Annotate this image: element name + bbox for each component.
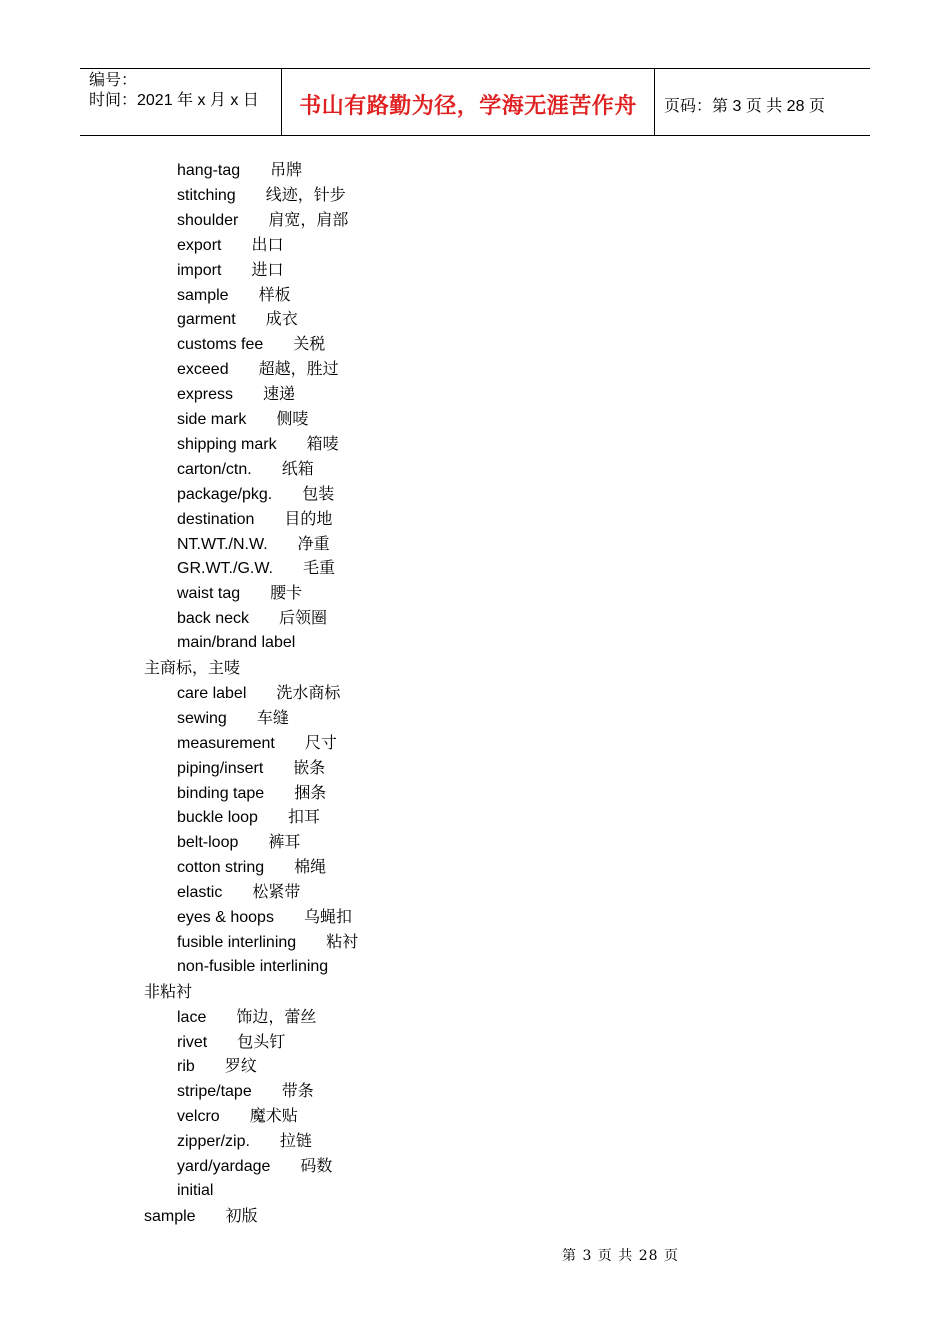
glossary-term-chinese: 罗纹 <box>224 1056 257 1075</box>
glossary-term-chinese: 扣耳 <box>287 807 320 826</box>
glossary-term-english: waist tag <box>177 585 241 602</box>
glossary-term-english: side mark <box>177 411 247 428</box>
glossary-term-chinese: 成衣 <box>265 309 298 328</box>
glossary-term-chinese: 后领圈 <box>279 608 328 627</box>
glossary-term-english: sewing <box>177 710 227 727</box>
header-motto: 书山有路勤为径，学海无涯苦作舟 <box>299 94 637 119</box>
glossary-entry <box>177 1129 312 1154</box>
glossary-term-chinese: 毛重 <box>303 558 336 577</box>
glossary-term-english: binding tape <box>177 785 265 802</box>
glossary-entry <box>177 258 283 283</box>
glossary-entry <box>177 855 326 880</box>
glossary-term-chinese: 净重 <box>297 534 330 553</box>
glossary-term-english: garment <box>177 311 236 328</box>
glossary-entry <box>177 581 302 606</box>
glossary-entry <box>177 1054 257 1079</box>
glossary-entry <box>177 631 295 655</box>
glossary-term-chinese: 魔术贴 <box>249 1106 298 1125</box>
glossary-entry <box>177 183 346 208</box>
glossary-entry <box>177 507 332 532</box>
header-page-number: 页码：第 3 页 共 28 页 <box>664 98 825 115</box>
glossary-term-chinese: 乌蝇扣 <box>303 907 352 926</box>
glossary-term-chinese: 棉绳 <box>294 857 327 876</box>
glossary-entry <box>177 432 339 457</box>
glossary-entry <box>177 208 348 233</box>
glossary-term-english: exceed <box>177 361 229 378</box>
glossary-term-chinese: 腰卡 <box>270 583 303 602</box>
glossary-term-english: GR.WT./G.W. <box>177 560 273 577</box>
glossary-term-chinese: 非粘衬 <box>144 982 193 1001</box>
glossary-term-chinese: 速递 <box>263 384 296 403</box>
glossary-entry <box>177 1179 213 1203</box>
glossary-term-chinese: 带条 <box>281 1081 314 1100</box>
glossary-term-english: import <box>177 262 222 279</box>
glossary-term-chinese: 车缝 <box>256 708 289 727</box>
glossary-term-english: velcro <box>177 1108 220 1125</box>
glossary-entry <box>177 357 339 382</box>
glossary-term-english: package/pkg. <box>177 486 273 503</box>
glossary-term-chinese: 嵌条 <box>293 758 326 777</box>
glossary-term-english: non-fusible interlining <box>177 958 329 975</box>
glossary-term-chinese: 码数 <box>300 1156 333 1175</box>
glossary-term-english: piping/insert <box>177 760 264 777</box>
glossary-entry <box>177 332 325 357</box>
glossary-entry <box>177 1005 316 1030</box>
header-meta <box>89 71 259 111</box>
glossary-entry <box>177 407 308 432</box>
glossary-term-chinese: 关税 <box>293 334 326 353</box>
glossary-entry <box>177 233 283 258</box>
glossary-term-chinese: 粘衬 <box>326 932 359 951</box>
glossary-term-chinese: 包装 <box>302 484 335 503</box>
glossary-term-chinese: 线迹，针步 <box>265 185 346 204</box>
glossary-term-chinese: 侧唛 <box>276 409 309 428</box>
glossary-entry <box>177 781 326 806</box>
glossary-term-english: lace <box>177 1009 207 1026</box>
glossary-term-chinese: 洗水商标 <box>276 683 341 702</box>
glossary-term-english: zipper/zip. <box>177 1133 250 1150</box>
glossary-term-chinese: 纸箱 <box>281 459 314 478</box>
glossary-entry <box>177 955 328 979</box>
glossary-term-chinese: 裤耳 <box>268 832 301 851</box>
glossary-term-english: yard/yardage <box>177 1158 271 1175</box>
glossary-term-english: export <box>177 237 222 254</box>
glossary-term-english: initial <box>177 1182 214 1199</box>
glossary-entry <box>177 1154 332 1179</box>
page-footer: 第 3 页 共 28 页 <box>562 1248 679 1264</box>
glossary-term-chinese: 出口 <box>251 235 284 254</box>
glossary-term-chinese: 饰边，蕾丝 <box>236 1007 317 1026</box>
glossary-term-english: carton/ctn. <box>177 461 252 478</box>
glossary-wrap-line <box>144 980 192 1005</box>
glossary-term-english: cotton string <box>177 859 265 876</box>
glossary-term-chinese: 初版 <box>225 1206 258 1225</box>
glossary-term-chinese: 进口 <box>251 260 284 279</box>
glossary-term-english: back neck <box>177 610 250 627</box>
glossary-term-english: hang-tag <box>177 162 241 179</box>
glossary-term-english: stitching <box>177 187 236 204</box>
glossary-term-chinese: 松紧带 <box>252 882 301 901</box>
glossary-term-english: sample <box>144 1208 196 1225</box>
glossary-term-chinese: 肩宽，肩部 <box>268 210 349 229</box>
glossary-entry <box>177 756 325 781</box>
glossary-term-chinese: 包头钉 <box>237 1032 286 1051</box>
glossary-term-english: rib <box>177 1058 195 1075</box>
glossary-entry <box>177 731 337 756</box>
glossary-term-english: elastic <box>177 884 223 901</box>
glossary-term-chinese: 超越，胜过 <box>258 359 339 378</box>
page-header <box>80 68 870 136</box>
glossary-term-english: shoulder <box>177 212 239 229</box>
glossary-entry <box>177 1030 285 1055</box>
glossary-term-english: care label <box>177 685 247 702</box>
glossary-entry <box>177 805 320 830</box>
glossary-term-english: customs fee <box>177 336 264 353</box>
glossary-entry <box>177 482 334 507</box>
glossary-term-english: shipping mark <box>177 436 277 453</box>
glossary-entry <box>177 930 358 955</box>
glossary-entry <box>177 1104 298 1129</box>
glossary-entry <box>177 606 327 631</box>
glossary-term-english: destination <box>177 511 255 528</box>
glossary-term-english: buckle loop <box>177 809 258 826</box>
glossary-entry <box>177 556 335 581</box>
glossary-entry <box>177 706 289 731</box>
glossary-term-english: belt-loop <box>177 834 239 851</box>
glossary-term-english: sample <box>177 287 229 304</box>
glossary-term-chinese: 样板 <box>258 285 291 304</box>
glossary-term-english: stripe/tape <box>177 1083 252 1100</box>
glossary-entry <box>177 905 352 930</box>
glossary-entry <box>177 830 300 855</box>
glossary-entry <box>177 382 295 407</box>
glossary-term-chinese: 尺寸 <box>304 733 337 752</box>
glossary-term-english: NT.WT./N.W. <box>177 536 268 553</box>
glossary-entry <box>177 681 340 706</box>
glossary-term-chinese: 拉链 <box>279 1131 312 1150</box>
glossary-term-chinese: 目的地 <box>284 509 333 528</box>
glossary-term-english: main/brand label <box>177 634 296 651</box>
glossary-term-english: fusible interlining <box>177 934 297 951</box>
glossary-entry <box>177 283 291 308</box>
glossary-entry <box>177 457 314 482</box>
document-date-label: 时间：2021 年 x 月 x 日 <box>89 92 259 109</box>
glossary-entry <box>144 1204 258 1229</box>
glossary-entry <box>177 158 302 183</box>
header-divider <box>654 69 655 135</box>
glossary-term-chinese: 主商标，主唛 <box>144 658 241 677</box>
document-number-label: 编号： <box>89 72 138 89</box>
glossary-entry <box>177 532 330 557</box>
glossary-term-chinese: 吊牌 <box>270 160 303 179</box>
glossary-entry <box>177 307 298 332</box>
glossary-entry <box>177 880 300 905</box>
glossary-term-english: eyes & hoops <box>177 909 274 926</box>
glossary-term-chinese: 箱唛 <box>306 434 339 453</box>
glossary-wrap-line <box>144 656 240 681</box>
glossary-term-english: rivet <box>177 1034 208 1051</box>
glossary-term-english: express <box>177 386 234 403</box>
glossary-term-chinese: 捆条 <box>294 783 327 802</box>
glossary-term-english: measurement <box>177 735 275 752</box>
glossary-entry <box>177 1079 314 1104</box>
